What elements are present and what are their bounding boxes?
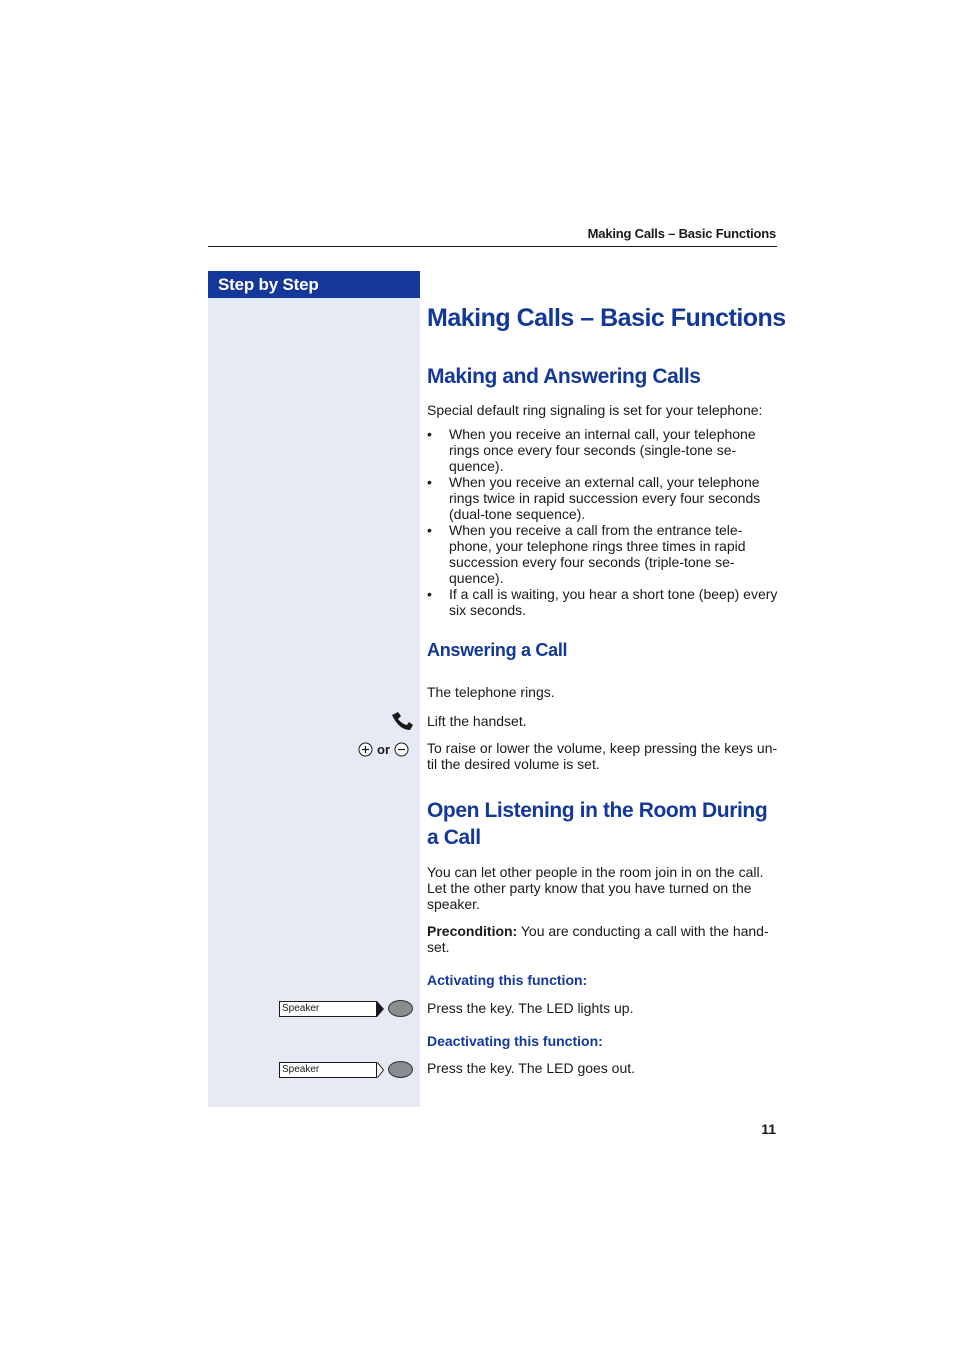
speaker-key-label: Speaker <box>279 1062 377 1078</box>
precondition-body: You are conducting a call with the hand-set. <box>427 923 769 955</box>
ring-signal-list <box>427 426 779 618</box>
or-label: or <box>377 741 390 757</box>
list-item: • When you receive a call from the entrance tele-phone, your telephone rings three times in rapid succession every four seconds (triple-tone se-quence). <box>427 522 779 586</box>
subsection-title-answering: Answering a Call <box>427 640 568 660</box>
step-by-step-sidebar <box>208 271 420 1107</box>
led-on-icon <box>377 1001 384 1017</box>
precondition-text <box>427 923 779 955</box>
step-by-step-banner: Step by Step <box>208 271 420 298</box>
volume-text: To raise or lower the volume, keep pressing the keys un-til the desired volume is set. <box>427 740 778 772</box>
header-rule <box>208 246 777 247</box>
chapter-title: Making Calls – Basic Functions <box>427 304 786 332</box>
section-title-open-listening: Open Listening in the Room During a Call <box>427 799 768 849</box>
plus-key-icon <box>358 742 373 757</box>
activating-text: Press the key. The LED lights up. <box>427 1000 634 1016</box>
ring-intro-text: Special default ring signaling is set for your telephone: <box>427 402 763 418</box>
precondition-label: Precondition: <box>427 923 518 939</box>
list-item: • If a call is waiting, you hear a short tone (beep) every six seconds. <box>427 586 779 618</box>
activating-title: Activating this function: <box>427 972 588 988</box>
deactivating-title: Deactivating this function: <box>427 1033 603 1049</box>
volume-keys <box>358 741 409 757</box>
speaker-key-button[interactable] <box>388 1061 413 1078</box>
running-header: Making Calls – Basic Functions <box>587 226 776 241</box>
page-number: 11 <box>761 1121 776 1137</box>
lift-handset-text: Lift the handset. <box>427 713 527 729</box>
list-item: • When you receive an external call, your telephone rings twice in rapid succession every four seconds (dual-tone sequence). <box>427 474 779 522</box>
handset-lift-icon <box>389 711 414 731</box>
telephone-rings-text: The telephone rings. <box>427 684 555 700</box>
minus-key-icon <box>394 742 409 757</box>
speaker-key-button[interactable] <box>388 1000 413 1017</box>
list-item: • When you receive an internal call, your telephone rings once every four seconds (single-tone se-quence). <box>427 426 779 474</box>
open-listening-intro: You can let other people in the room join in on the call. Let the other party know that you have turned on the speaker. <box>427 864 764 912</box>
led-off-icon <box>377 1062 384 1078</box>
speaker-key-label: Speaker <box>279 1001 377 1017</box>
section-title-making-answering: Making and Answering Calls <box>427 365 701 388</box>
deactivating-text: Press the key. The LED goes out. <box>427 1060 636 1076</box>
